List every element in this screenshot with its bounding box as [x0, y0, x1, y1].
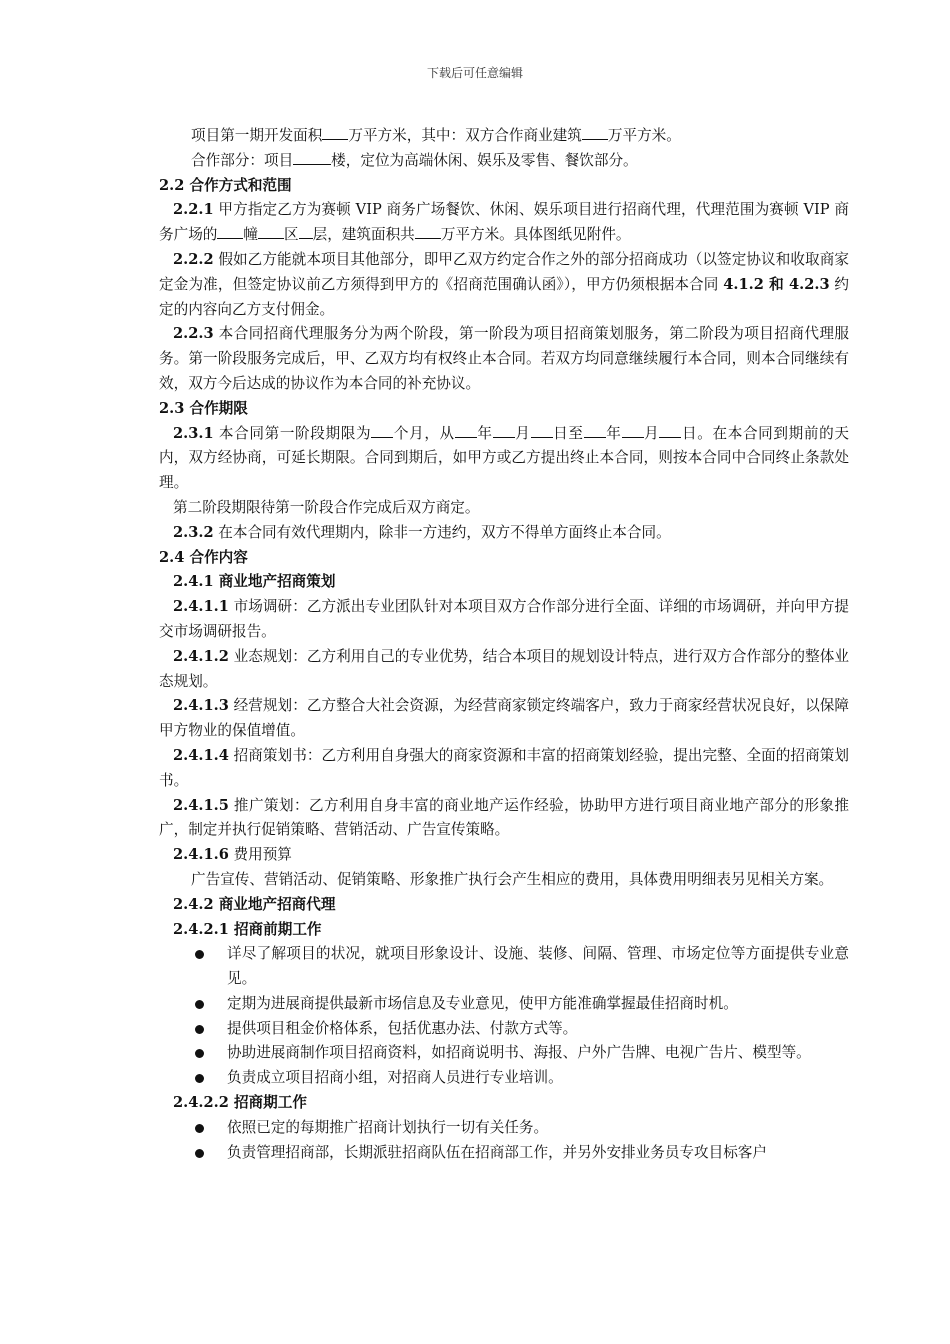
clause-2-2-2: 2.2.2 假如乙方能就本项目其他部分，即甲乙双方约定合作之外的部分招商成功（以签定协议和收取商家定金为准，但签定协议前乙方须得到甲方的《招商范围确认函》），甲方仍须根据本合同 4.1.2 和 4.2.3 约定的内容向乙方支付佣金。 [159, 250, 849, 318]
blank-field [582, 124, 608, 140]
clause-2-3-1: 2.3.1 本合同第一阶段期限为 个月，从 年 月 日至 年 月 日。在本合同到期前的天内，双方经协商，可延长期限。合同到期后，如甲方或乙方提出终止本合同，则按本合同中合同终止条款处理。 [159, 422, 849, 496]
bullet-icon [195, 1149, 204, 1158]
blank-field [659, 422, 681, 438]
subsection-heading: 2.4.2.2 招商期工作 [173, 1094, 307, 1112]
blank-field [371, 422, 393, 438]
blank-field [217, 223, 243, 239]
blank-field [455, 422, 477, 438]
clause-2-4-1-3: 2.4.1.3 经营规划：乙方整合大社会资源，为经营商家锁定终端客户，致力于商家经营状况良好，以保障甲方物业的保值增值。 [159, 697, 849, 740]
subsection-heading: 2.4.2 商业地产招商代理 [173, 895, 336, 913]
list-item: 负责管理招商部，长期派驻招商队伍在招商部工作，并另外安排业务员专攻目标客户 [159, 1141, 849, 1166]
clause-2-2-1: 2.2.1 甲方指定乙方为赛顿 VIP 商务广场餐饮、休闲、娱乐项目进行招商代理，代理范围为赛顿 VIP 商务广场的 幢 区 层，建筑面积共 万平方米。具体图纸见附件。 [159, 201, 849, 244]
bullet-icon [195, 1049, 204, 1058]
blank-field [299, 223, 313, 239]
list-item: 定期为进展商提供最新市场信息及专业意见，使甲方能准确掌握最佳招商时机。 [159, 992, 849, 1017]
document-body [159, 124, 849, 1165]
list-item: 协助进展商制作项目招商资料，如招商说明书、海报、户外广告牌、电视广告片、模型等。 [159, 1041, 849, 1066]
blank-field [622, 422, 644, 438]
subsection-heading: 2.4.2.1 招商前期工作 [173, 920, 322, 938]
clause-2-3-1-second-phase: 第二阶段期限待第一阶段合作完成后双方商定。 [173, 498, 480, 516]
clause-2-4-1-2: 2.4.1.2 业态规划：乙方利用自己的专业优势，结合本项目的规划设计特点，进行双方合作部分的整体业态规划。 [159, 647, 849, 690]
leasing-period-bullet-list [159, 1116, 849, 1166]
list-item: 详尽了解项目的状况，就项目形象设计、设施、装修、间隔、管理、市场定位等方面提供专业意见。 [159, 942, 849, 992]
bullet-icon [195, 950, 204, 959]
section-heading: 2.3 合作期限 [159, 399, 248, 417]
clause-2-4-1-1: 2.4.1.1 市场调研：乙方派出专业团队针对本项目双方合作部分进行全面、详细的市场调研，并向甲方提交市场调研报告。 [159, 598, 849, 640]
blank-field [584, 422, 606, 438]
pre-leasing-bullet-list [159, 942, 849, 1091]
section-heading: 2.2 合作方式和范围 [159, 176, 292, 194]
subsection-heading: 2.4.1 商业地产招商策划 [173, 573, 336, 591]
blank-field [322, 124, 348, 140]
clause-2-4-1-5: 2.4.1.5 推广策划：乙方利用自身丰富的商业地产运作经验，协助甲方进行项目商业地产部分的形象推广，制定并执行促销策略、营销活动、广告宣传策略。 [159, 796, 849, 839]
intro-area-line: 项目第一期开发面积 万平方米，其中：双方合作商业建筑 万平方米。 [159, 124, 849, 149]
bullet-icon [195, 1074, 204, 1083]
blank-field [415, 223, 441, 239]
clause-2-4-1-6: 2.4.1.6 费用预算 [173, 846, 292, 864]
blank-field [531, 422, 553, 438]
list-item: 提供项目租金价格体系，包括优惠办法、付款方式等。 [159, 1017, 849, 1042]
blank-field [293, 149, 331, 165]
clause-2-3-2: 2.3.2 在本合同有效代理期内，除非一方违约，双方不得单方面终止本合同。 [173, 523, 671, 541]
page-header: 下载后可任意编辑 [426, 66, 523, 80]
blank-field [493, 422, 515, 438]
bullet-icon [195, 1025, 204, 1034]
list-item: 负责成立项目招商小组，对招商人员进行专业培训。 [159, 1066, 849, 1091]
clause-2-2-3: 2.2.3 本合同招商代理服务分为两个阶段，第一阶段为项目招商策划服务，第二阶段为项目招商代理服务。第一阶段服务完成后，甲、乙双方均有权终止本合同。若双方均同意继续履行本合同，则本合同继续有效，双方今后达成的协议作为本合同的补充协议。 [159, 325, 849, 392]
bullet-icon [195, 1000, 204, 1009]
intro-cooperation-line: 合作部分：项目 楼，定位为高端休闲、娱乐及零售、餐饮部分。 [159, 149, 849, 174]
clause-2-4-1-4: 2.4.1.4 招商策划书：乙方利用自身强大的商家资源和丰富的招商策划经验，提出完整、全面的招商策划书。 [159, 746, 849, 789]
list-item: 依照已定的每期推广招商计划执行一切有关任务。 [159, 1116, 849, 1141]
bullet-icon [195, 1124, 204, 1133]
budget-paragraph: 广告宣传、营销活动、促销策略、形象推广执行会产生相应的费用，具体费用明细表另见相关方案。 [191, 870, 834, 888]
section-heading: 2.4 合作内容 [159, 548, 248, 566]
blank-field [258, 223, 284, 239]
